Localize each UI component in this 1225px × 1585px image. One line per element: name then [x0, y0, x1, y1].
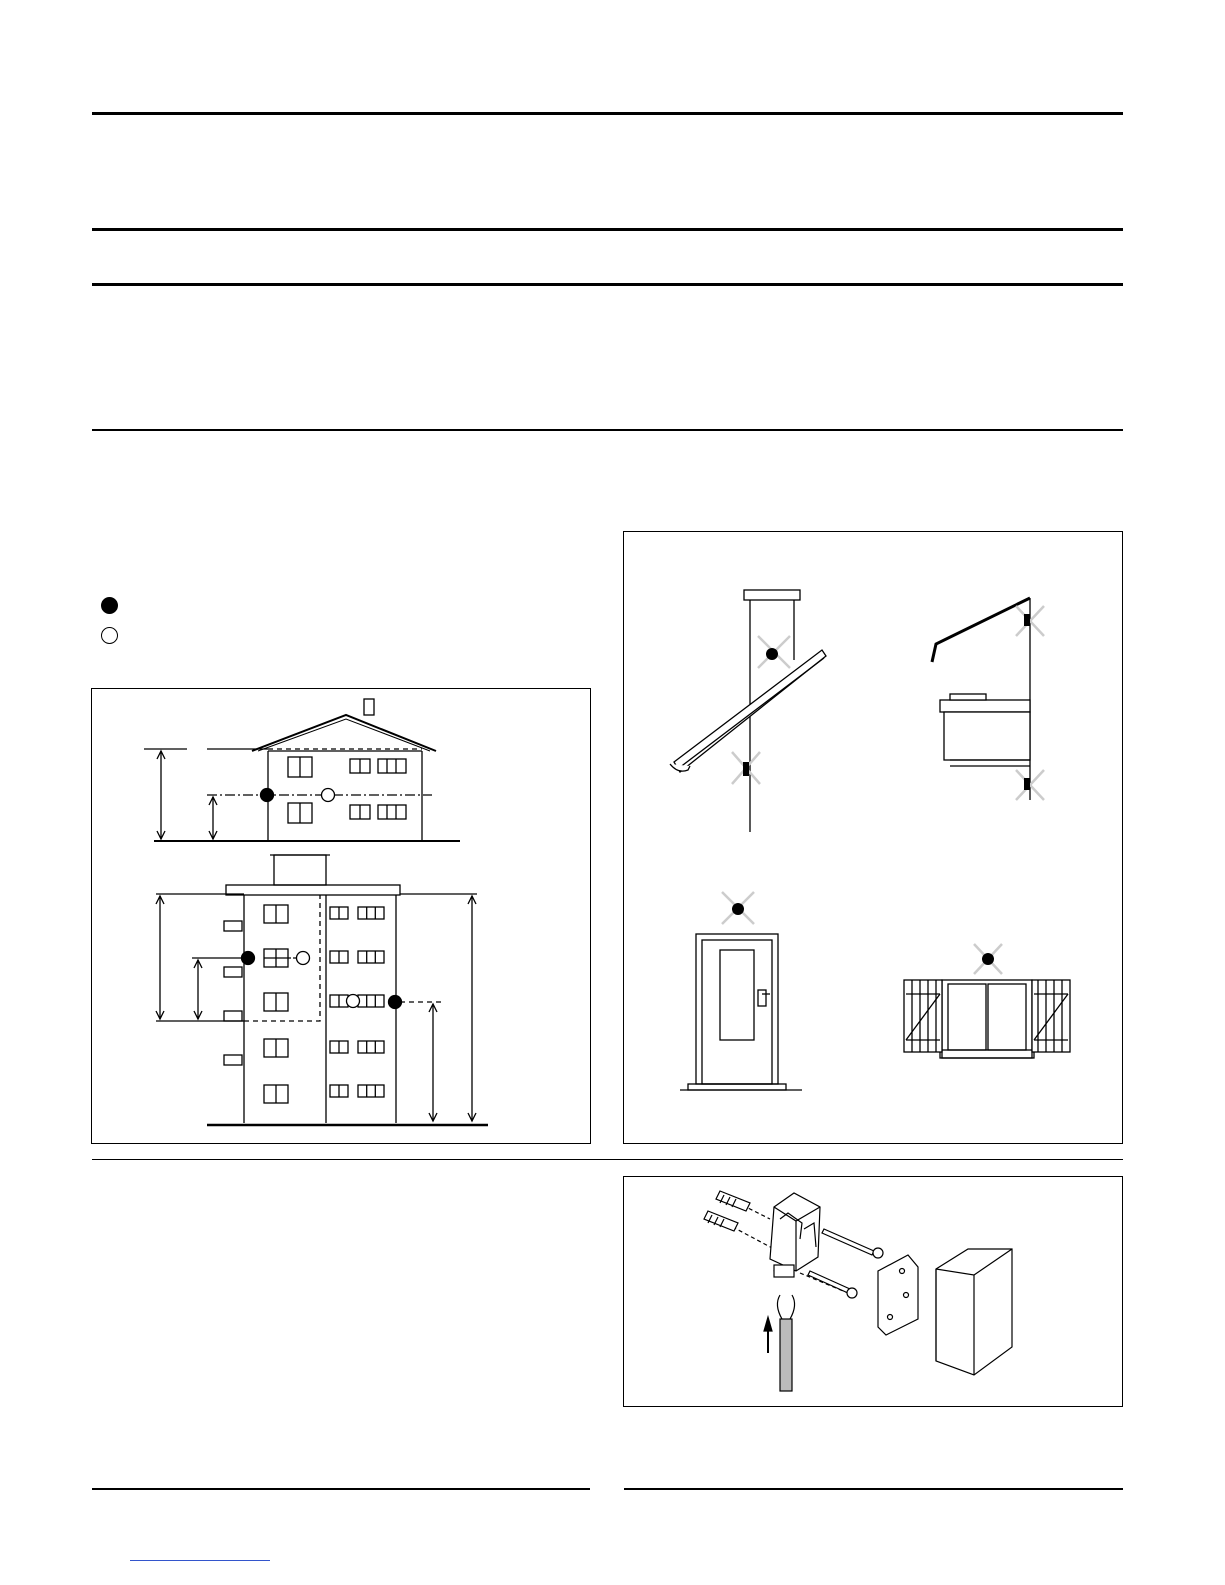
open-circle-marker-icon [101, 627, 118, 644]
screw-upper [822, 1229, 874, 1255]
section-rule [92, 429, 1123, 431]
house-elevation [144, 699, 460, 841]
building-elevations-drawing [92, 689, 592, 1145]
cover-plate [878, 1255, 918, 1335]
building-elevations-figure [91, 688, 591, 1144]
header-rule-1 [92, 228, 1123, 231]
footer-rule-left [92, 1488, 590, 1490]
mounting-bracket [770, 1193, 820, 1271]
unsuitable-locations-drawing [624, 532, 1124, 1145]
gutter-scene [670, 590, 826, 832]
top-rule [92, 112, 1123, 115]
filled-circle-marker-icon [101, 597, 118, 614]
mid-rule [92, 1159, 1123, 1160]
screw-lower [808, 1271, 850, 1293]
apartment-elevation [156, 855, 488, 1125]
unsuitable-mounting-locations-figure [623, 531, 1123, 1144]
footer-link-underline[interactable] [130, 1560, 270, 1561]
shutter-window-scene [904, 944, 1070, 1058]
header-rule-2 [92, 283, 1123, 286]
wall-mount-assembly-figure [623, 1176, 1123, 1407]
footer-rule-right [624, 1488, 1123, 1490]
mounting-parts-drawing [624, 1177, 1124, 1408]
eaves-scene [932, 598, 1044, 800]
cable [780, 1319, 792, 1391]
door-scene [680, 892, 802, 1090]
